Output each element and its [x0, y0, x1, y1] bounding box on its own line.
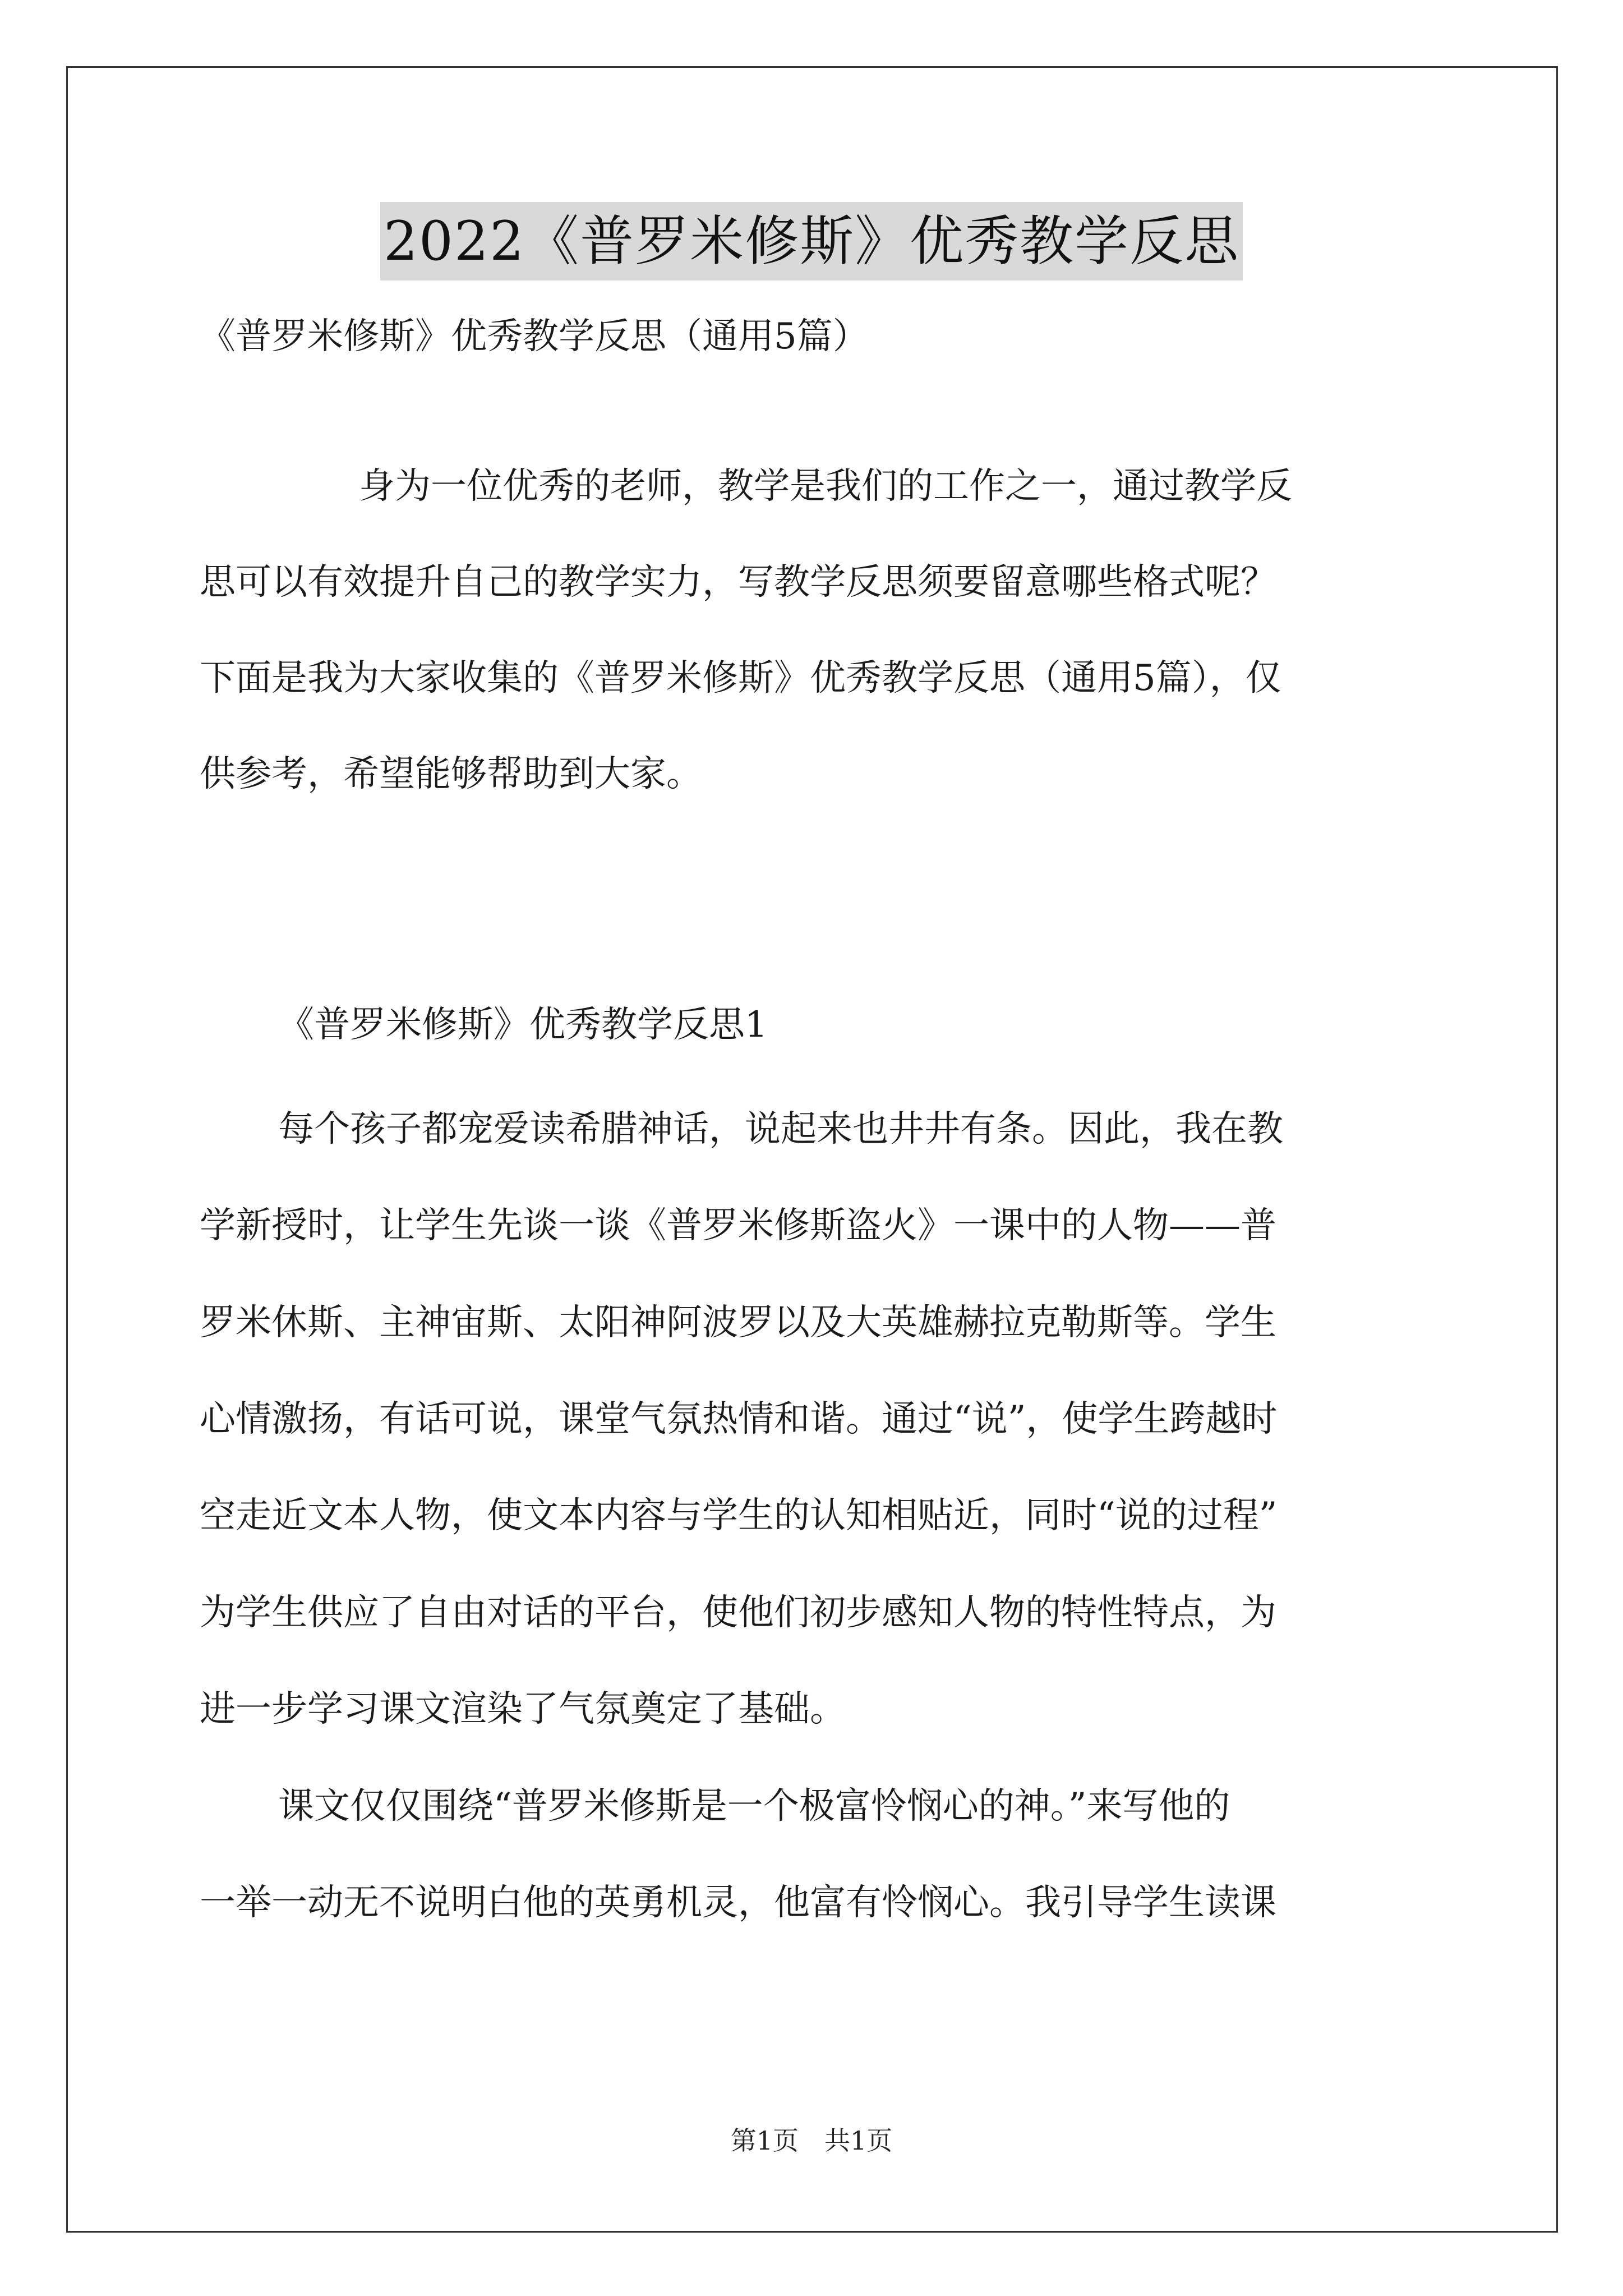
page-indicator: 第1页 共1页	[730, 2125, 893, 2156]
paragraph-line: 为学生供应了自由对话的平台，使他们初步感知人物的特性特点，为	[200, 1592, 1276, 1634]
paragraph-line: 学新授时，让学生先谈一谈《普罗米修斯盗火》一课中的人物——普	[200, 1205, 1276, 1246]
document-subtitle: 《普罗米修斯》优秀教学反思（通用5篇）	[200, 316, 869, 357]
intro-line: 下面是我为大家收集的《普罗米修斯》优秀教学反思（通用5篇），仅	[200, 657, 1281, 699]
paragraph-line: 一举一动无不说明白他的英勇机灵，他富有怜悯心。我引导学生读课	[200, 1882, 1276, 1924]
document-title: 2022《普罗米修斯》优秀教学反思	[380, 202, 1243, 280]
paragraph-line: 每个孩子都宠爱读希腊神话，说起来也井井有条。因此，我在教	[278, 1108, 1283, 1150]
paragraph-line: 进一步学习课文渲染了气氛奠定了基础。	[200, 1688, 846, 1730]
intro-line: 身为一位优秀的老师，教学是我们的工作之一，通过教学反	[359, 466, 1292, 507]
paragraph-line: 空走近文本人物，使文本内容与学生的认知相贴近，同时“说的过程”	[200, 1495, 1278, 1536]
intro-line: 思可以有效提升自己的教学实力，写教学反思须要留意哪些格式呢？	[200, 562, 1276, 603]
intro-line: 供参考，希望能够帮助到大家。	[200, 753, 702, 795]
section-heading: 《普罗米修斯》优秀教学反思1	[278, 1004, 768, 1046]
paragraph-line: 心情激扬，有话可说，课堂气氛热情和谐。通过“说”，使学生跨越时	[200, 1398, 1278, 1440]
paragraph-line: 罗米休斯、主神宙斯、太阳神阿波罗以及大英雄赫拉克勒斯等。学生	[200, 1302, 1276, 1343]
paragraph-line: 课文仅仅围绕“普罗米修斯是一个极富怜悯心的神。”来写他的	[278, 1786, 1230, 1827]
title-container	[0, 202, 1623, 280]
